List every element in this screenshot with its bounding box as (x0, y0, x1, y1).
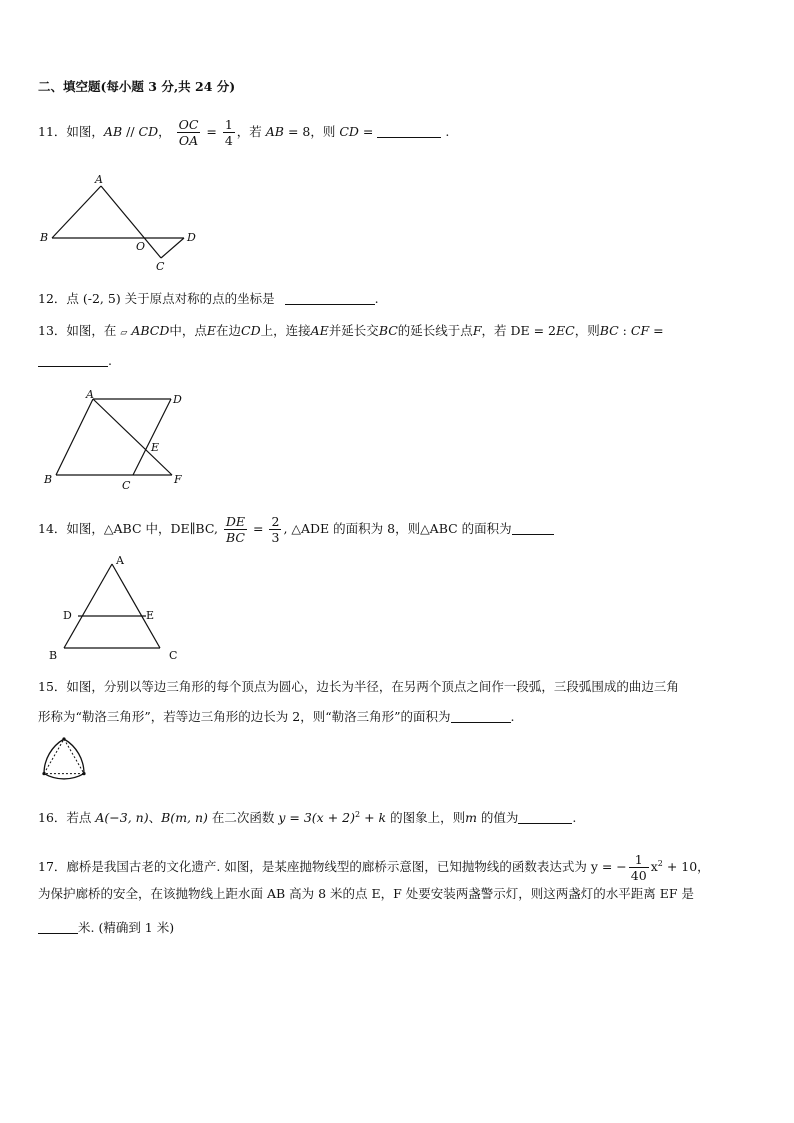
q16-number: 16． (38, 810, 67, 826)
question-16: 16．若点 A(−3, n)、B(m, n) 在二次函数 $y = 3(x + 2)^2 + k$ 的图象上，则m 的值为 . (38, 810, 577, 826)
q13-label-c: C (122, 479, 131, 492)
question-11: 11．如图，AB // CD， $\frac{OC}{OA}$ = $\frac{1}{4}$ ，若 AB = 8，则 CD = . (38, 117, 450, 148)
q17-answer-blank[interactable] (38, 920, 78, 934)
q11-label-c: C (156, 260, 165, 273)
q16-answer-blank[interactable] (518, 810, 572, 824)
q14-value-fraction: $\frac{2}{3}$ (271, 514, 280, 545)
q13-figure (36, 385, 196, 497)
q13-number: 13． (38, 323, 67, 338)
q14-answer-blank[interactable] (512, 521, 554, 535)
q12-answer-blank[interactable] (285, 291, 375, 305)
question-15: 15．如图，分别以等边三角形的每个顶点为圆心，边长为半径，在另两个顶点之间作一段弧，三段弧围成的曲边三角 (38, 679, 679, 694)
question-17: 17．廊桥是我国古老的文化遗产. 如图，是某座抛物线型的廊桥示意图，已知抛物线的函数表达式为 y = − $\frac{1}{40}$ $x^2 + 10$， (38, 852, 710, 883)
q11-answer-blank[interactable] (377, 124, 441, 138)
question-13: 13．如图，在 ▱ ABCD中，点E在边CD上，连接AE并延长交BC的延长线于点F，若 DE = 2EC，则BC : CF = (38, 323, 664, 338)
q11-label-d: D (187, 231, 196, 244)
question-13-cont: . (38, 352, 112, 370)
q11-ratio-fraction: $\frac{OC}{OA}$ (178, 117, 199, 148)
q17-coefficient-fraction: $\frac{1}{40}$ (630, 852, 647, 883)
question-14: 14．如图，△ABC 中，DE∥BC, $\frac{DE}{BC}$ = $\frac{2}{3}$ , △ADE 的面积为 8，则△ABC 的面积为 (38, 514, 554, 545)
q14-label-d: D (63, 609, 72, 622)
q11-figure (34, 172, 214, 274)
q14-label-e: E (146, 609, 155, 622)
q15-number: 15． (38, 679, 67, 694)
question-17-cont: 为保护廊桥的安全，在该抛物线上距水面 AB 高为 8 米的点 E，F 处要安装两盏警示灯，则这两盏灯的水平距离 EF 是 (38, 886, 695, 901)
q11-label-b: B (40, 231, 49, 244)
q14-ratio-fraction: $\frac{DE}{BC}$ (225, 514, 246, 545)
q13-label-d: D (173, 393, 182, 406)
parallelogram-icon: ▱ (120, 328, 128, 338)
q14-label-c: C (169, 649, 178, 662)
q13-label-f: F (174, 473, 182, 486)
question-17-cont2: 米. (精确到 1 米) (38, 919, 174, 937)
q15-reuleaux-figure (34, 735, 94, 787)
q14-figure (44, 552, 184, 664)
q12-number: 12． (38, 291, 67, 306)
section-title: 二、填空题(每小题 3 分,共 24 分) (38, 79, 236, 94)
q14-number: 14． (38, 521, 67, 536)
q13-label-e: E (151, 441, 160, 454)
q14-label-a: A (116, 554, 124, 567)
q11-label-o: O (136, 240, 146, 253)
q15-answer-blank[interactable] (451, 709, 511, 723)
question-12: 12．点 (-2, 5) 关于原点对称的点的坐标是 . (38, 291, 379, 306)
q17-number: 17． (38, 859, 67, 874)
q11-value-fraction: $\frac{1}{4}$ (224, 117, 233, 148)
q14-label-b: B (49, 649, 58, 662)
q11-number: 11． (38, 124, 67, 139)
q13-label-b: B (44, 473, 53, 486)
q13-answer-blank[interactable] (38, 353, 108, 367)
q13-label-a: A (86, 388, 94, 401)
question-15-cont: 形称为“勒洛三角形”，若等边三角形的边长为 2，则“勒洛三角形”的面积为 . (38, 709, 515, 724)
q11-label-a: A (95, 173, 103, 186)
